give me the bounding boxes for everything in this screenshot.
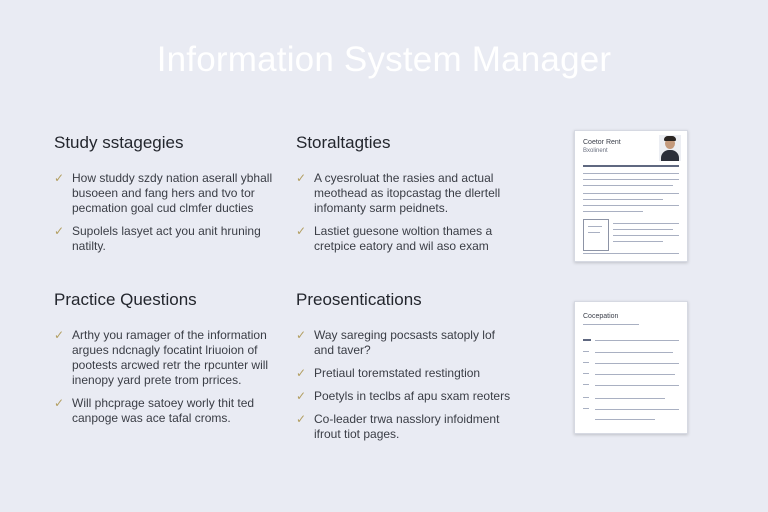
section-study-strategies — [54, 133, 274, 262]
doc-line — [595, 363, 679, 364]
avatar-body — [661, 150, 679, 161]
doc-line — [583, 179, 679, 180]
doc-image-placeholder — [583, 219, 609, 251]
doc-line — [583, 185, 673, 186]
section-presentations — [296, 290, 516, 450]
list-item-text: Will phcprage satoey worly thit ted canpoge was ace tafal croms. — [72, 396, 255, 425]
list-item-text: Arthy you ramager of the information argues ndcnagly focatint lriuoion of pootests arcwed retr the rpcunter will inenopy yard prete trom prrices. — [72, 328, 269, 387]
doc-line — [595, 352, 673, 353]
list-item-text: A cyesroluat the rasies and actual meothead as itopcastag the dlertell infomanty sarm peidnets. — [314, 171, 501, 215]
checkmark-icon: ✓ — [296, 328, 307, 342]
doc-line — [595, 340, 679, 341]
list-item — [54, 171, 274, 216]
doc-line — [583, 165, 679, 167]
doc-line — [583, 339, 591, 341]
section-practice-questions — [54, 290, 274, 434]
list-item-text: Poetyls in teclbs af apu sxam reoters — [314, 389, 511, 403]
doc-subtitle: Bxolinent — [583, 148, 608, 154]
doc-line — [583, 205, 679, 206]
checkmark-icon: ✓ — [54, 328, 65, 342]
list-item — [296, 171, 516, 216]
checkmark-icon: ✓ — [296, 171, 307, 185]
bullet-list — [296, 328, 516, 442]
list-item — [296, 389, 516, 404]
checkmark-icon: ✓ — [54, 171, 65, 185]
section-heading: Preosentications — [296, 290, 422, 309]
doc-line — [595, 409, 679, 410]
doc-line — [583, 199, 663, 200]
list-item — [296, 366, 516, 381]
doc-line — [588, 232, 600, 233]
doc-line — [588, 226, 602, 227]
avatar-hair — [664, 136, 676, 141]
doc-line — [583, 362, 589, 363]
section-storaltagties — [296, 133, 516, 262]
bullet-list — [296, 171, 516, 254]
list-item-text: Co-leader trwa nasslory infoidment ifrout tiot pages. — [314, 412, 500, 441]
doc-line — [583, 324, 639, 325]
doc-line — [613, 235, 679, 236]
section-heading: Study sstagegies — [54, 133, 184, 152]
doc-line — [583, 253, 679, 254]
doc-line — [583, 408, 589, 409]
form-thumbnail — [574, 301, 688, 434]
bullet-list — [54, 171, 274, 254]
doc-line — [583, 397, 589, 398]
checkmark-icon: ✓ — [296, 366, 307, 380]
doc-line — [613, 241, 663, 242]
doc-line — [583, 384, 589, 385]
section-heading: Practice Questions — [54, 290, 197, 309]
list-item-text: Pretiaul toremstated restingtion — [314, 366, 481, 380]
checkmark-icon: ✓ — [54, 224, 65, 238]
doc-line — [583, 211, 643, 212]
doc-line — [613, 229, 673, 230]
checkmark-icon: ✓ — [54, 396, 65, 410]
doc-line — [583, 373, 589, 374]
list-item-text: How studdy szdy nation aserall ybhall busoeen and fang hers and tvo tor pecmation goal cud clmfer ducties — [72, 171, 273, 215]
bullet-list — [54, 328, 274, 426]
page-title: Information System Manager — [156, 40, 612, 79]
checkmark-icon: ✓ — [296, 224, 307, 238]
doc-line — [583, 193, 679, 194]
resume-thumbnail — [574, 130, 688, 262]
doc-title: Cocepation — [583, 313, 619, 320]
doc-line — [595, 419, 655, 420]
doc-title: Coetor Rent — [583, 139, 621, 146]
list-item-text: Supolels lasyet act you anit hruning natilty. — [72, 224, 261, 253]
doc-line — [583, 173, 679, 174]
list-item-text: Way sareging pocsasts satoply lof and taver? — [314, 328, 495, 357]
avatar — [659, 135, 681, 161]
list-item — [54, 328, 274, 388]
checkmark-icon: ✓ — [296, 412, 307, 426]
section-heading: Storaltagties — [296, 133, 391, 152]
doc-line — [595, 374, 675, 375]
doc-line — [595, 398, 665, 399]
checkmark-icon: ✓ — [296, 389, 307, 403]
list-item — [296, 224, 516, 254]
doc-line — [595, 385, 679, 386]
doc-line — [583, 351, 589, 352]
list-item — [296, 328, 516, 358]
list-item — [54, 224, 274, 254]
doc-line — [613, 223, 679, 224]
list-item — [296, 412, 516, 442]
list-item — [54, 396, 274, 426]
list-item-text: Lastiet guesone woltion thames a cretpice eatory and wil aso exam — [314, 224, 493, 253]
